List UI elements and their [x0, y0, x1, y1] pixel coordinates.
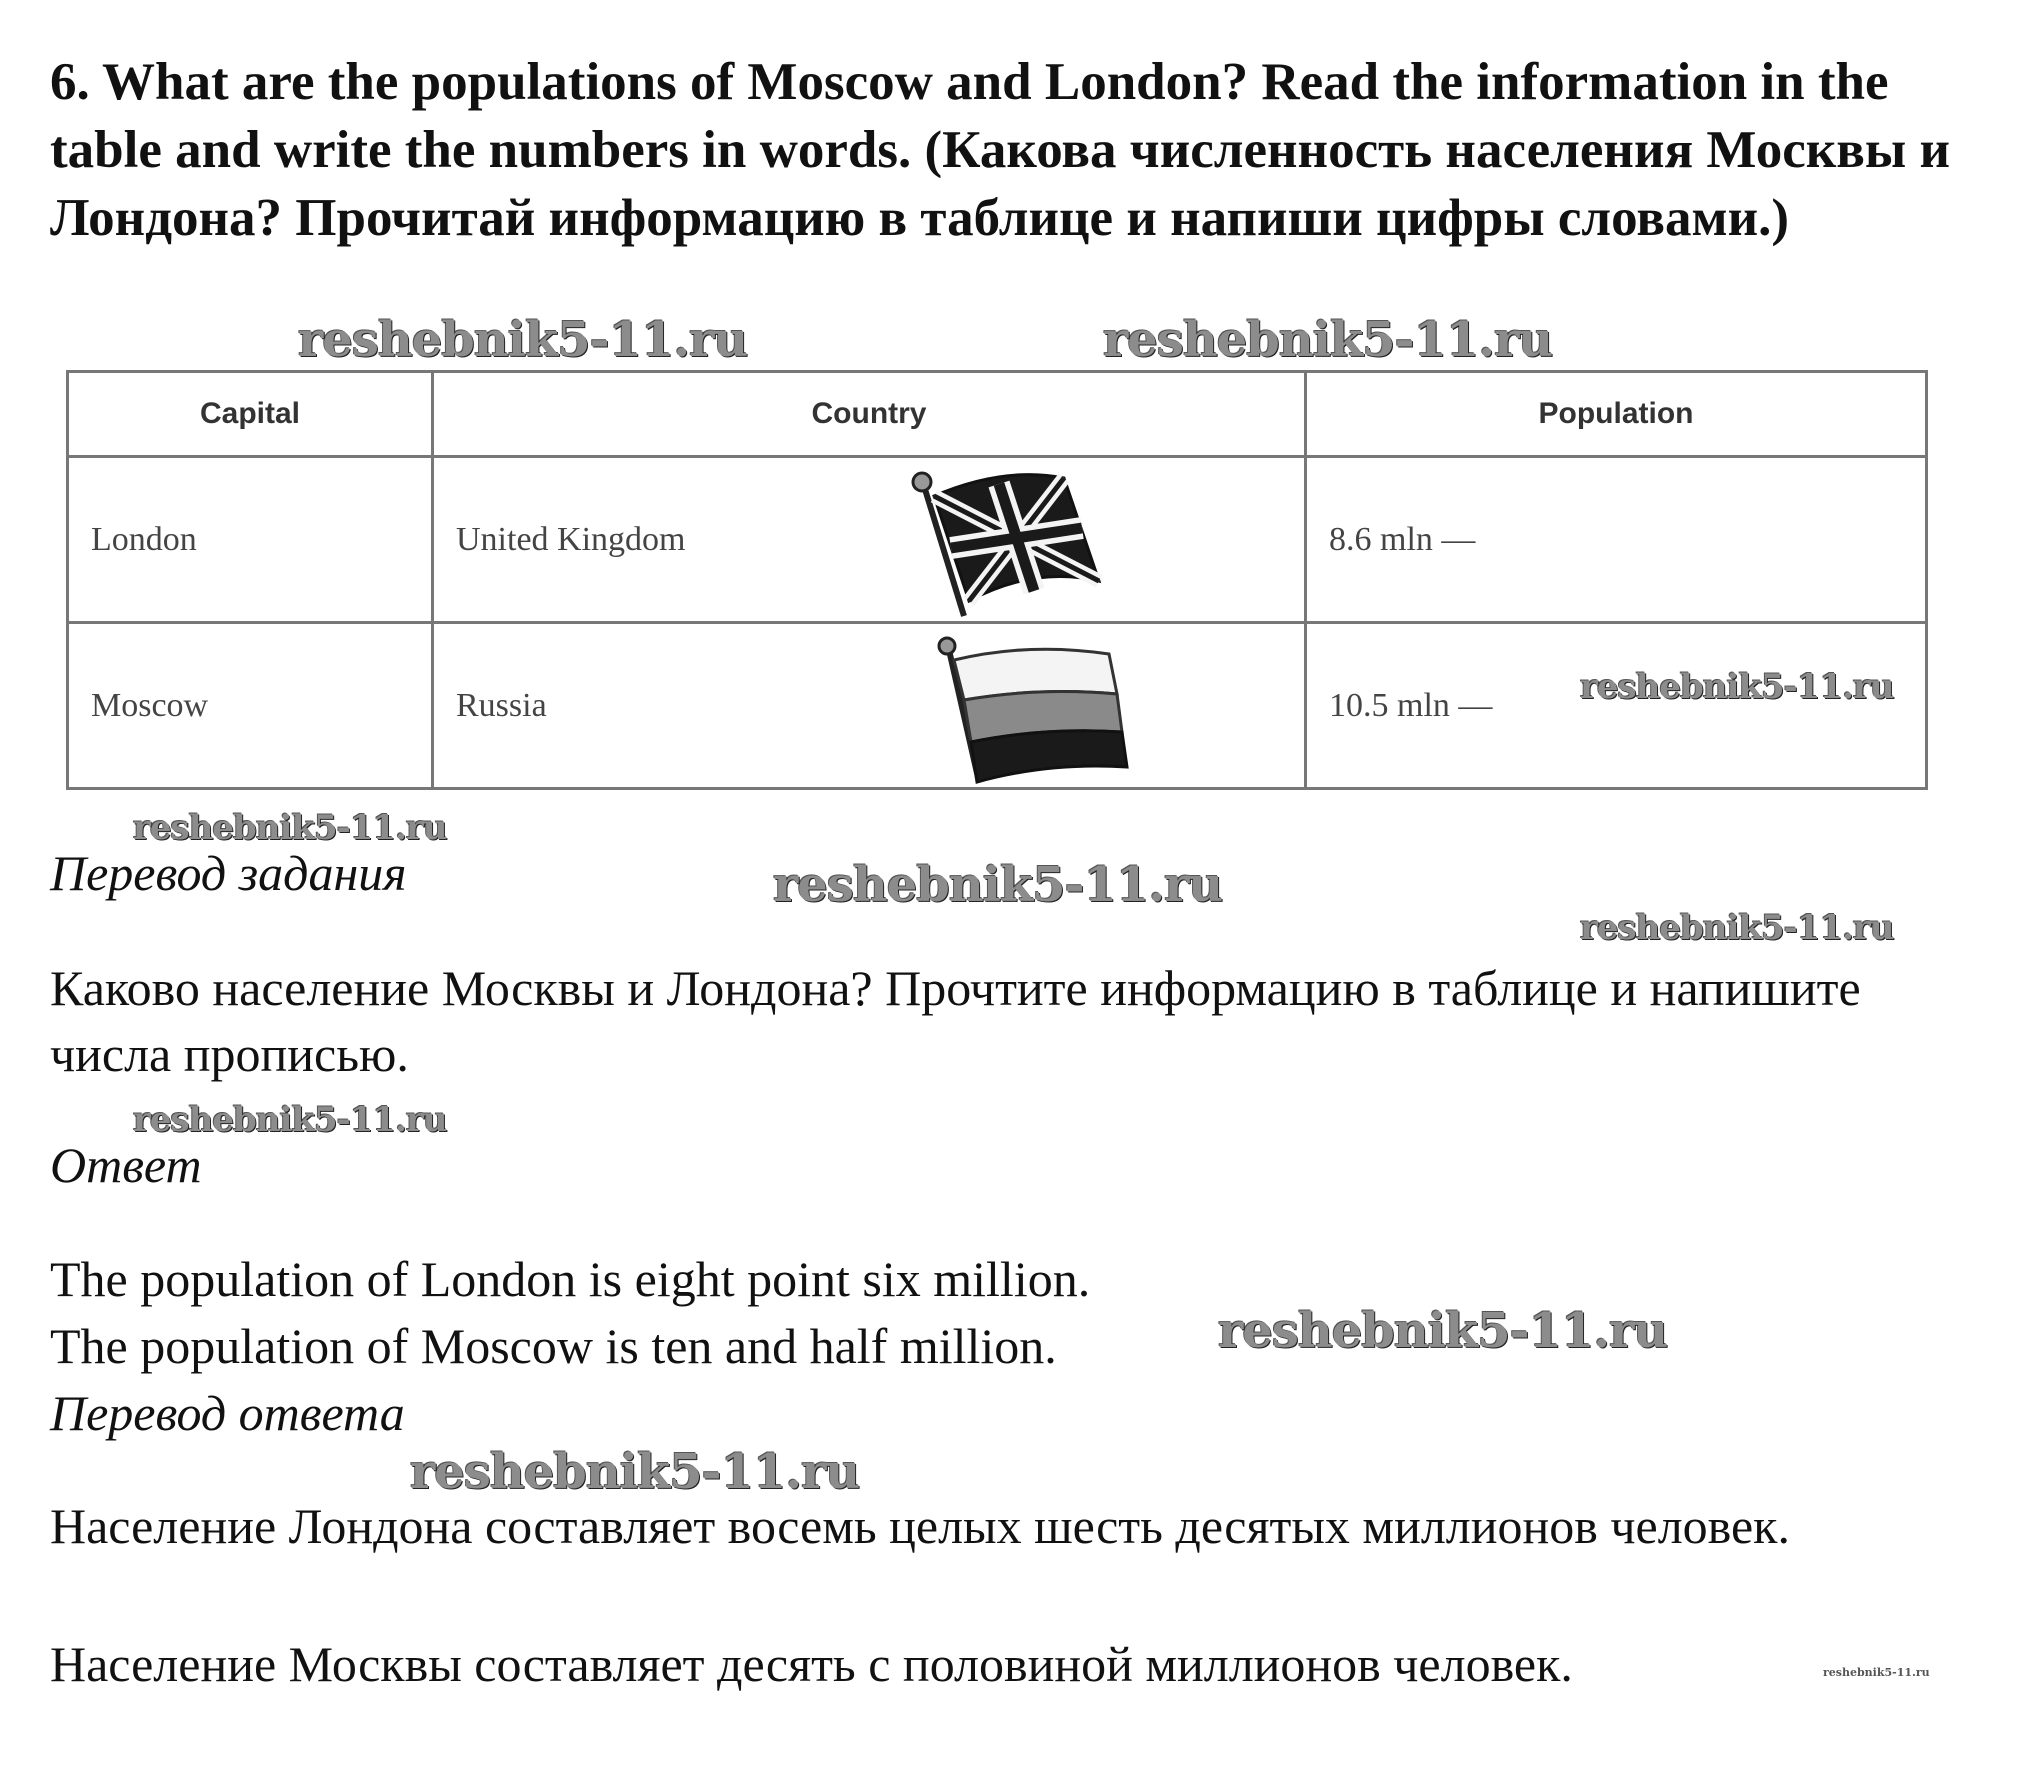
- watermark: reshebnik5-11.ru: [298, 312, 748, 368]
- population-cell: 8.6 mln —: [1306, 457, 1927, 623]
- header-country: Country: [433, 372, 1306, 457]
- country-name: Russia: [456, 686, 547, 724]
- watermark: reshebnik5-11.ru: [773, 857, 1223, 913]
- answer-heading: Ответ: [50, 1137, 202, 1193]
- population-table: [66, 370, 1928, 790]
- watermark: reshebnik5-11.ru: [133, 808, 447, 848]
- watermark: reshebnik5-11.ru: [1218, 1303, 1668, 1359]
- country-cell: [433, 457, 1306, 623]
- watermark: reshebnik5-11.ru: [1103, 312, 1553, 368]
- translation-text: Каково население Москвы и Лондона? Прочтите информацию в таблице и напишите числа прописью.: [50, 960, 1861, 1082]
- watermark: reshebnik5-11.ru: [133, 1100, 447, 1140]
- answer-translation-line: Население Лондона составляет восемь целых шесть десятых миллионов человек.: [50, 1498, 1790, 1554]
- watermark: reshebnik5-11.ru: [410, 1444, 860, 1500]
- capital-cell: Moscow: [68, 623, 433, 789]
- task-text: 6. What are the populations of Moscow and London? Read the information in the table and write the numbers in words. (Какова численность населения Москвы и Лондона? Прочитай информацию в таблице и напиши цифры словами.): [50, 53, 1951, 247]
- uk-flag-icon: [894, 466, 1114, 621]
- answer-line: The population of London is eight point six million.: [50, 1251, 1091, 1307]
- header-population: Population: [1306, 372, 1927, 457]
- answer-line: The population of Moscow is ten and half million.: [50, 1318, 1057, 1374]
- country-name: United Kingdom: [456, 520, 686, 558]
- watermark: reshebnik5-11.ru: [1823, 1666, 1930, 1679]
- capital-cell: London: [68, 457, 433, 623]
- answer-translation-heading: Перевод ответа: [50, 1385, 405, 1441]
- country-cell: [433, 623, 1306, 789]
- table-row: [68, 457, 1927, 623]
- russia-flag-icon: [929, 632, 1149, 787]
- answer-translation-line: Население Москвы составляет десять с половиной миллионов человек.: [50, 1636, 1573, 1692]
- table-header-row: [68, 372, 1927, 457]
- population-cell: 10.5 mln —: [1306, 623, 1927, 789]
- watermark: reshebnik5-11.ru: [1580, 667, 1894, 707]
- watermark: reshebnik5-11.ru: [1580, 908, 1894, 948]
- header-capital: Capital: [68, 372, 433, 457]
- translation-heading: Перевод задания: [50, 845, 407, 901]
